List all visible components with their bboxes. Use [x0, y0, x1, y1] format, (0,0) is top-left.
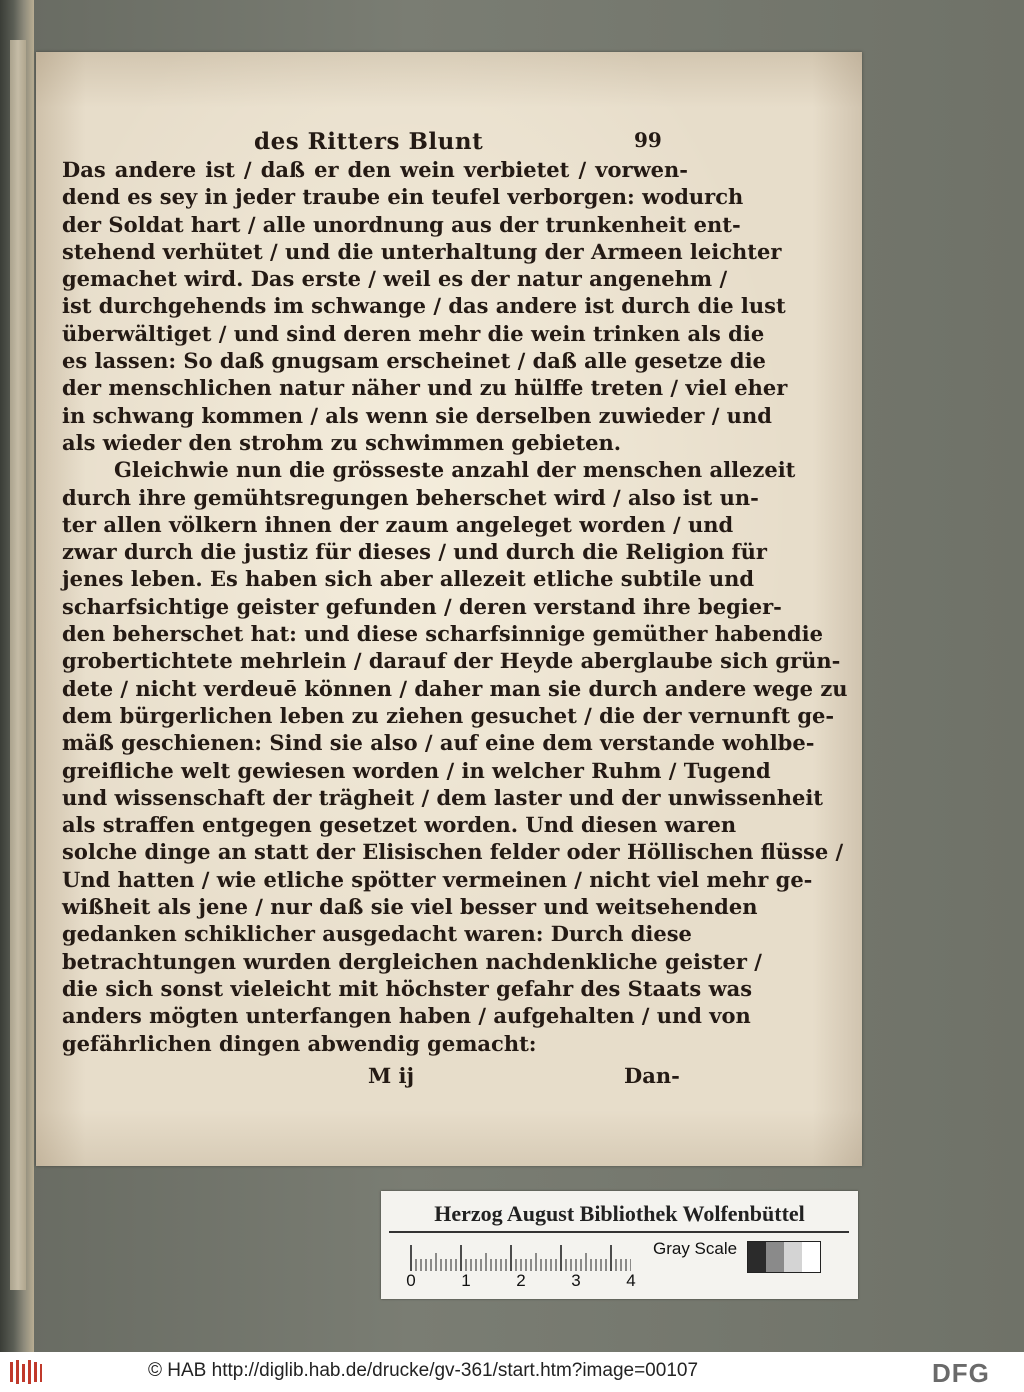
- text-line: stehend verhütet / und die unterhaltung der Armeen leichter: [62, 238, 782, 264]
- running-head: [62, 128, 688, 156]
- text-line: Das andere ist / daß er den wein verbietet / vorwen-: [62, 157, 688, 182]
- text-line: dend es sey in jeder traube ein teufel verborgen: wodurch: [62, 184, 744, 210]
- text-line: der Soldat hart / alle unordnung aus der trunkenheit ent-: [62, 211, 741, 237]
- text-line: solche dinge an statt der Elisischen felder oder Höllischen flüsse /: [62, 839, 844, 865]
- grayscale-swatches: [747, 1241, 821, 1273]
- previous-page-edge: [10, 40, 26, 1290]
- text-line: ter allen völkern ihnen der zaum angeleget worden / und: [62, 511, 734, 537]
- library-name: Herzog August Bibliothek Wolfenbüttel: [434, 1201, 805, 1226]
- hab-logo-icon: [8, 1358, 44, 1386]
- text-line: den beherschet hat: und diese scharfsinnige gemüther habendie: [62, 621, 823, 647]
- text-line: und wissenschaft der trägheit / dem laster und der unwissenheit: [62, 784, 824, 810]
- text-lines: [62, 156, 848, 1057]
- grayscale-label: Gray Scale: [653, 1239, 738, 1258]
- text-line: durch ihre gemühtsregungen beherschet wird / also ist un-: [62, 484, 759, 510]
- text-line: zwar durch die justiz für dieses / und durch die Religion für: [62, 539, 767, 565]
- page-number: 99: [634, 128, 662, 152]
- text-line: die sich sonst vieleicht mit höchster gefahr des Staats was: [62, 975, 753, 1001]
- scale-number: 2: [516, 1271, 526, 1290]
- page-foot: [62, 1063, 688, 1093]
- text-line: gemachet wird. Das erste / weil es der natur angenehm /: [62, 266, 728, 292]
- text-line: der menschlichen natur näher und zu hülffe treten / viel eher: [62, 375, 788, 401]
- text-line: als wieder den strohm zu schwimmen gebieten.: [62, 429, 622, 455]
- text-line: betrachtungen wurden dergleichen nachdenkliche geister /: [62, 948, 762, 974]
- text-line: dete / nicht verdeuē können / daher man sie durch andere wege zu: [62, 675, 848, 701]
- text-line: wißheit als jene / nur daß sie viel besser und weitsehenden: [62, 894, 758, 920]
- catchword: Dan-: [624, 1062, 680, 1088]
- card-divider: [389, 1231, 849, 1233]
- text-line: ist durchgehends im schwange / das andere ist durch die lust: [62, 293, 786, 319]
- scale-number: 3: [571, 1271, 581, 1290]
- text-line: greifliche welt gewiesen worden / in welcher Ruhm / Tugend: [62, 757, 771, 783]
- scale-number: 0: [406, 1271, 416, 1290]
- text-line: jenes leben. Es haben sich aber allezeit etliche subtile und: [62, 566, 755, 592]
- grayscale-swatch: [802, 1242, 820, 1272]
- text-line: dem bürgerlichen leben zu ziehen gesuchet / die der vernunft ge-: [62, 702, 835, 728]
- scale-number: 4: [626, 1271, 636, 1290]
- dfg-logo: DFG: [932, 1358, 990, 1388]
- running-title: des Ritters Blunt: [254, 128, 484, 155]
- text-line: in schwang kommen / als wenn sie derselben zuwieder / und: [62, 402, 772, 428]
- text-line: überwältiget / und sind deren mehr die wein trinken als die: [62, 320, 765, 346]
- text-line: scharfsichtige geister gefunden / deren verstand ihre begier-: [62, 593, 782, 619]
- text-line: anders mögten unterfangen haben / aufgehalten / und von: [62, 1003, 751, 1029]
- scale-ruler: [409, 1243, 631, 1271]
- text-line: Gleichwie nun die grösseste anzahl der menschen allezeit: [114, 457, 796, 483]
- text-line: grobertichtete mehrlein / darauf der Heyde aberglaube sich grün-: [62, 648, 841, 674]
- text-line: gefährlichen dingen abwendig gemacht:: [62, 1030, 537, 1056]
- grayscale-swatch: [748, 1242, 766, 1272]
- footer-bar: [0, 1352, 1024, 1392]
- text-line: gedanken schiklicher ausgedacht waren: Durch diese: [62, 921, 692, 947]
- text-line: es lassen: So daß gnugsam erscheinet / daß alle gesetze die: [62, 348, 766, 374]
- signature-mark: M ij: [368, 1062, 415, 1088]
- text-line: Und hatten / wie etliche spötter vermeinen / nicht viel mehr ge-: [62, 866, 813, 892]
- text-line: als straffen entgegen gesetzet worden. Und diesen waren: [62, 812, 737, 838]
- grayscale-swatch: [784, 1242, 802, 1272]
- library-card: [381, 1191, 858, 1299]
- copyright-link[interactable]: © HAB http://diglib.hab.de/drucke/gv-361/start.htm?image=00107: [148, 1360, 699, 1381]
- grayscale-swatch: [766, 1242, 784, 1272]
- page-text: [62, 128, 848, 1093]
- text-line: mäß geschienen: Sind sie also / auf eine dem verstande wohlbe-: [62, 730, 815, 756]
- scale-number: 1: [461, 1271, 471, 1290]
